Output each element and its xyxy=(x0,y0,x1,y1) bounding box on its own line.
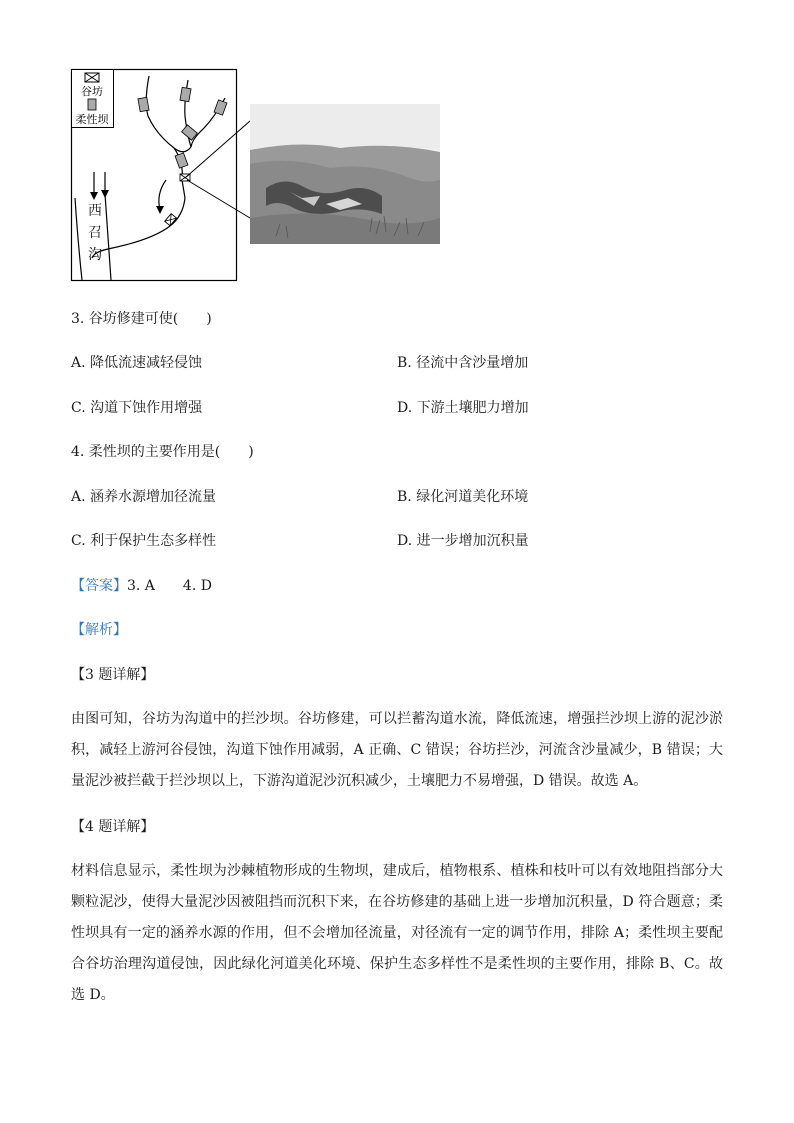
q4-option-b: B. 绿化河道美化环境 xyxy=(397,489,529,505)
legend-gufang-label: 谷坊 xyxy=(81,85,103,98)
q4-option-d: D. 进一步增加沉积量 xyxy=(397,533,529,549)
river-label-char: 沟 xyxy=(88,247,102,263)
legend-roushengba-icon xyxy=(88,99,96,110)
analysis-tag: 【解析】 xyxy=(71,622,127,638)
q3-option-b: B. 径流中含沙量增加 xyxy=(397,355,529,371)
landscape-photo xyxy=(250,104,440,244)
map-figure-svg xyxy=(70,68,450,284)
detail3-text: 由图可知，谷坊为沟道中的拦沙坝。谷坊修建，可以拦蓄沟道水流，降低流速，增强拦沙坝上游的泥沙淤积，减轻上游河谷侵蚀，沟道下蚀作用减弱，A 正确、C 错误；谷坊拦沙，河流含沙量减少，B 错误；大量泥沙被拦截于拦沙坝以上，下游沟道泥沙沉积减少，土壤肥力不易增强，D 错误。故选 A。 xyxy=(71,711,723,789)
river-label-char: 召 xyxy=(88,225,102,241)
detail4-tag: 【4 题详解】 xyxy=(71,819,155,835)
answer-tag: 【答案】 xyxy=(71,578,127,594)
q4-option-a: A. 涵养水源增加径流量 xyxy=(71,489,217,505)
legend-roushengba-label: 柔性坝 xyxy=(75,113,109,126)
river-label-xizhaogou xyxy=(87,200,103,266)
q3-option-d: D. 下游土壤肥力增加 xyxy=(397,400,529,416)
answer-text: 3. A 4. D xyxy=(127,578,212,594)
detail4-text: 材料信息显示，柔性坝为沙棘植物形成的生物坝，建成后，植物根系、植株和枝叶可以有效地阻挡部分大颗粒泥沙，使得大量泥沙因被阻挡而沉积下来，在谷坊修建的基础上进一步增加沉积量，D 符合题意；柔性坝具有一定的涵养水源的作用，但不会增加径流量，对径流有一定的调节作用，排除 A；柔性坝主要配合谷坊治理沟道侵蚀，因此绿化河道美化环境、保护生态多样性不是柔性坝的主要作用，排除 B、C。故选 D。 xyxy=(71,863,723,1003)
detail3-tag: 【3 题详解】 xyxy=(71,667,155,683)
q4-option-c: C. 利于保护生态多样性 xyxy=(71,533,217,549)
figure xyxy=(70,68,450,284)
river-label-char: 西 xyxy=(88,203,102,219)
legend-gufang-icon xyxy=(85,73,99,82)
q3-option-a: A. 降低流速减轻侵蚀 xyxy=(71,355,203,371)
q3-stem: 3. 谷坊修建可使( ) xyxy=(71,311,212,327)
q3-option-c: C. 沟道下蚀作用增强 xyxy=(71,400,203,416)
answer-line xyxy=(71,576,212,596)
q4-stem: 4. 柔性坝的主要作用是( ) xyxy=(71,444,254,460)
